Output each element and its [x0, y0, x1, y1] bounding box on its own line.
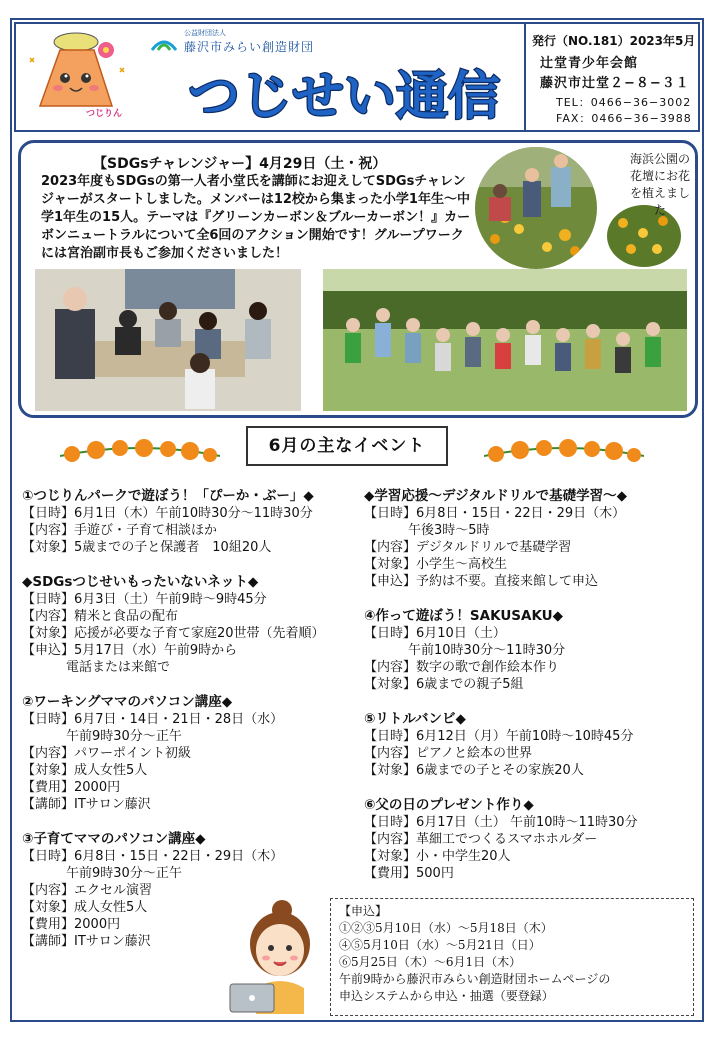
events-right-column — [364, 488, 700, 900]
event-detail-line: 午前9時30分〜正午 — [66, 866, 182, 881]
event-detail-line: 【内容】数字の歌で創作絵本作り — [364, 660, 560, 675]
event-detail-line: 【費用】2000円 — [22, 780, 121, 795]
event-detail-line: 【内容】デジタルドリルで基礎学習 — [364, 540, 572, 555]
event-title: ⑤リトルバンビ◆ — [364, 711, 466, 727]
event-detail-line: 【内容】ピアノと絵本の世界 — [364, 746, 532, 761]
event-detail-line: 【費用】2000円 — [22, 917, 121, 932]
event-title: ①つじりんパークで遊ぼう！「ぴーか・ぶー」◆ — [22, 488, 314, 504]
event-block — [364, 488, 700, 590]
event-block — [22, 574, 362, 676]
event-block — [364, 608, 700, 693]
event-block — [22, 488, 362, 556]
foundation-name: 藤沢市みらい創造財団 — [184, 40, 315, 54]
girl-with-laptop-icon — [222, 896, 328, 1014]
event-detail-line: 【対象】応援が必要な子育て家庭20世帯（先着順） — [22, 626, 325, 641]
application-title: 【申込】 — [339, 904, 388, 918]
application-line: ①②③5月10日（水）〜5月18日（木） — [339, 921, 553, 935]
event-detail-line: 【申込】5月17日（水）午前9時から — [22, 643, 238, 658]
event-detail-line: 【対象】成人女性5人 — [22, 900, 148, 915]
publisher-fax: FAX：0466−36−3988 — [556, 112, 692, 125]
newsletter-title: つじせい通信 — [188, 67, 501, 127]
event-detail-line: 【講師】ITサロン藤沢 — [22, 934, 151, 949]
event-detail-line: 【内容】革細工でつくるスマホホルダー — [364, 832, 598, 847]
application-line: ⑥5月25日（木）〜6月1日（木） — [339, 955, 522, 969]
event-detail-line: 【日時】6月3日（土）午前9時〜9時45分 — [22, 592, 267, 607]
event-detail-line: 【内容】精米と食品の配布 — [22, 609, 179, 624]
event-detail-line: 【日時】6月8日・15日・22日・29日（木） — [22, 849, 284, 864]
event-block — [364, 711, 700, 779]
event-detail-line: 【内容】手遊び・子育て相談ほか — [22, 523, 218, 538]
event-detail-line: 【日時】6月7日・14日・21日・28日（水） — [22, 712, 284, 727]
event-detail-line: 【日時】6月12日（月）午前10時〜10時45分 — [364, 729, 634, 744]
event-title: ④作って遊ぼう！SAKUSAKU◆ — [364, 608, 564, 624]
group-work-photo — [35, 269, 301, 411]
event-detail-line: 【対象】6歳までの子とその家族20人 — [364, 763, 584, 778]
event-detail-line: 午前10時30分〜11時30分 — [408, 643, 566, 658]
event-title: ②ワーキングママのパソコン講座◆ — [22, 694, 233, 710]
event-detail-line: 【対象】6歳までの親子5組 — [364, 677, 524, 692]
event-title: ③子育てママのパソコン講座◆ — [22, 831, 206, 847]
event-detail-line: 【講師】ITサロン藤沢 — [22, 797, 151, 812]
event-detail-line: 電話または来館で — [66, 660, 171, 675]
newsletter-title-block — [184, 58, 514, 128]
event-title: ◆SDGsつじせいもったいないネット◆ — [22, 574, 259, 590]
mascot-label: つじりん — [86, 109, 123, 119]
sdgs-report-panel — [18, 140, 698, 418]
publisher-name: 辻堂青少年会館 — [540, 56, 639, 71]
flower-planting-photo — [475, 147, 597, 269]
events-section-title: 6月の主なイベント — [246, 426, 448, 466]
event-detail-line: 【対象】小学生〜高校生 — [364, 557, 508, 572]
event-detail-line: 【内容】エクセル演習 — [22, 883, 153, 898]
photo-caption: 海浜公園の花壇にお花を植えました — [629, 152, 690, 217]
event-detail-line: 【日時】6月17日（土） 午前10時〜11時30分 — [364, 815, 638, 830]
event-title: ◆学習応援〜デジタルドリルで基礎学習〜◆ — [364, 488, 627, 504]
event-detail-line: 【日時】6月8日・15日・22日・29日（木） — [364, 506, 626, 521]
issue-number: 発行（NO.181）2023年5月 — [532, 34, 696, 48]
event-detail-line: 午前9時30分〜正午 — [66, 729, 182, 744]
application-line: 午前9時から藤沢市みらい創造財団ホームページの — [339, 972, 611, 986]
event-detail-line: 【内容】パワーポイント初級 — [22, 746, 192, 761]
event-detail-line: 【対象】成人女性5人 — [22, 763, 148, 778]
application-info-box — [330, 898, 694, 1016]
event-title: ⑥父の日のプレゼント作り◆ — [364, 797, 534, 813]
event-detail-line: 【対象】小・中学生20人 — [364, 849, 511, 864]
newsletter-title-art — [184, 58, 514, 128]
park-group-photo — [323, 269, 687, 411]
event-detail-line: 【申込】予約は不要。直接来館して申込 — [364, 574, 599, 589]
application-line: ④⑤5月10日（水）〜5月21日（日） — [339, 938, 541, 952]
foundation-logo-icon — [148, 32, 180, 52]
event-detail-line: 午後3時〜5時 — [408, 523, 490, 538]
event-block — [364, 797, 700, 882]
event-detail-line: 【対象】5歳までの子と保護者 10組20人 — [22, 540, 272, 555]
event-block — [22, 694, 362, 813]
event-detail-line: 【日時】6月10日（土） — [364, 626, 506, 641]
application-line: 申込システムから申込・抽選（要登録） — [339, 989, 554, 1003]
event-detail-line: 【日時】6月1日（木）午前10時30分〜11時30分 — [22, 506, 313, 521]
event-detail-line: 【費用】500円 — [364, 866, 454, 881]
report-body: 2023年度もSDGsの第一人者小堂氏を講師にお迎えしてSDGsチャレンジャーがスタートしました。メンバーは12校から集まった小学1年生〜中学1年生の15人。テーマは『グリーンカーボン＆ブルーカーボン！』カーボンニュートラルについて全6回のアクション開始です！グループワークには宮治副市長もご参加くださいました！ — [41, 174, 471, 261]
foundation-type-label: 公益財団法人 — [184, 29, 226, 37]
header-divider — [524, 24, 526, 130]
masthead — [14, 22, 700, 132]
report-headline: 【SDGsチャレンジャー】4月29日（土・祝） — [93, 156, 387, 172]
flower-garland-right-icon — [484, 436, 644, 470]
publisher-tel: TEL：0466−36−3002 — [556, 96, 692, 109]
publisher-address: 藤沢市辻堂２−８−３１ — [540, 76, 690, 91]
flower-garland-left-icon — [60, 436, 220, 470]
